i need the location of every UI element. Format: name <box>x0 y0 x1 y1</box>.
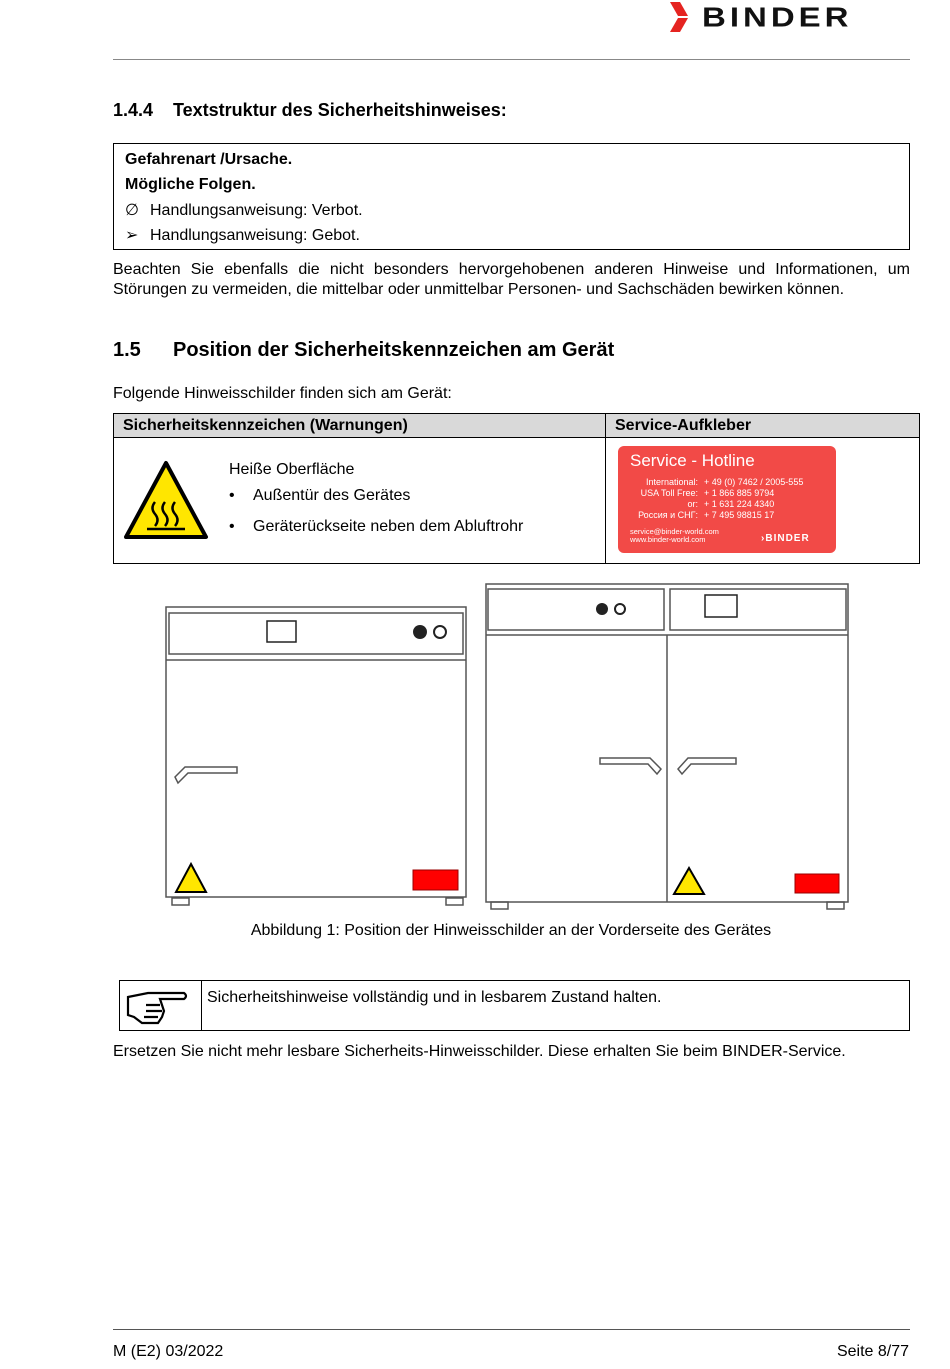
service-label-marker <box>795 874 839 893</box>
double-door-unit <box>486 584 848 909</box>
note-box <box>119 980 910 1031</box>
sticker-email: service@binder-world.com <box>630 527 719 536</box>
sticker-value: + 1 866 885 9794 <box>704 488 775 498</box>
sticker-value: + 49 (0) 7462 / 2005-555 <box>704 477 804 487</box>
section-title: Position der Sicherheitskennzeichen am Gerät <box>173 339 615 361</box>
sticker-brand: ›BINDER <box>761 533 810 544</box>
prohibition-text: Handlungsanweisung: Verbot. <box>150 202 363 219</box>
note-divider <box>201 981 202 1030</box>
sticker-label: USA Toll Free: <box>640 488 698 498</box>
instruction-text: Handlungsanweisung: Gebot. <box>150 227 360 244</box>
instruction-arrow-icon: ➢ <box>125 227 139 244</box>
column-divider <box>605 414 606 563</box>
sticker-label: or: <box>687 499 698 509</box>
figure-caption: Abbildung 1: Position der Hinweisschilder an der Vorderseite des Gerätes <box>250 922 772 939</box>
header-divider <box>113 59 910 60</box>
footer-doc-id: M (E2) 03/2022 <box>113 1343 224 1360</box>
safety-structure-box <box>113 143 910 250</box>
table-header: Sicherheitskennzeichen (Warnungen) <box>123 417 408 434</box>
footer-page-number: Seite 8/77 <box>836 1343 909 1360</box>
sticker-value: + 7 495 98815 17 <box>704 510 775 520</box>
warning-title: Heiße Oberfläche <box>229 461 355 478</box>
control-knobs-icon <box>413 603 625 639</box>
closing-text: Ersetzen Sie nicht mehr lesbare Sicherheits-Hinweisschilder. Diese erhalten Sie beim BINDER-Service. <box>113 1043 846 1060</box>
hazard-type: Gefahrenart /Ursache. <box>125 151 293 168</box>
device-front-figure <box>160 580 860 915</box>
binder-logo: BINDER <box>668 0 853 34</box>
consequences: Mögliche Folgen. <box>125 176 256 193</box>
paragraph: Beachten Sie ebenfalls die nicht besonders hervorgehobenen anderen Hinweise und Informationen, um Störungen zu vermeiden, die mittelbar oder unmittelbar Personen- und Sachschäden bewirken können. <box>113 261 910 298</box>
warning-item: Außentür des Gerätes <box>253 487 411 504</box>
single-door-unit <box>166 607 466 905</box>
warning-item: Geräterückseite neben dem Abluftrohr <box>253 518 524 535</box>
pointing-hand-icon <box>124 985 190 1027</box>
service-label-marker <box>413 870 458 890</box>
binder-logo-icon <box>668 1 694 33</box>
note-text: Sicherheitshinweise vollständig und in lesbarem Zustand halten. <box>207 989 662 1006</box>
section-number: 1.5 <box>113 339 141 361</box>
bullet: • <box>229 487 235 504</box>
section-title: Textstruktur des Sicherheitshinweises: <box>173 100 507 120</box>
sticker-title: Service - Hotline <box>630 451 755 470</box>
bullet: • <box>229 518 235 535</box>
intro-text: Folgende Hinweisschilder finden sich am Gerät: <box>113 385 452 402</box>
footer-divider <box>113 1329 910 1330</box>
service-sticker <box>618 446 836 553</box>
section-number: 1.4.4 <box>113 100 154 120</box>
sticker-label: Россия и СНГ: <box>638 510 698 520</box>
table-header: Service-Aufkleber <box>615 417 752 434</box>
sticker-web: www.binder-world.com <box>630 535 706 544</box>
prohibition-icon: ∅ <box>125 202 139 219</box>
hot-surface-warning-icon <box>123 460 209 540</box>
sticker-label: International: <box>645 477 698 487</box>
sticker-value: + 1 631 224 4340 <box>704 499 775 509</box>
